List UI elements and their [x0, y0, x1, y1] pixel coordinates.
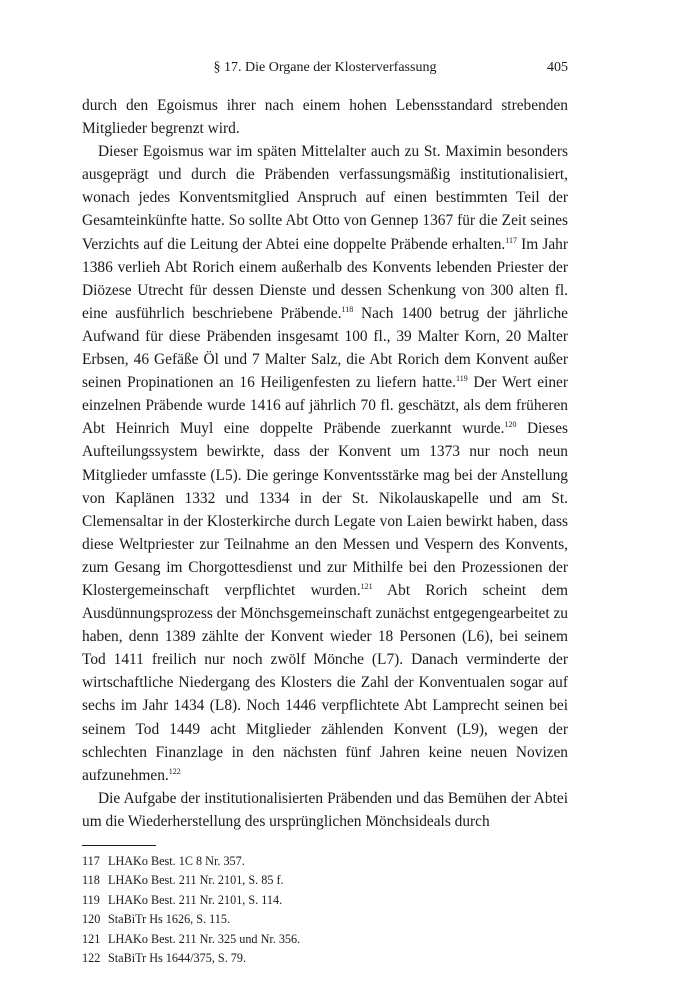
running-header	[82, 56, 568, 80]
footnote-number: 122	[82, 951, 101, 966]
footnote-number: 120	[82, 912, 101, 927]
paragraph-text: Nach 1400 betrug der jährliche Aufwand für diese Präbenden insgesamt 100 fl., 39 Malter Korn, 20 Malter Erbsen, 46 Gefäße Öl und 7 Malter Salz, die Abt Rorich dem Konvent außer seinen Propinationen an 16 Heiligenfesten zu liefern hatte.	[82, 304, 568, 392]
footnote	[82, 852, 568, 871]
paragraph-text: durch den Egoismus ihrer nach einem hohen Lebensstandard strebenden Mitglieder begrenzt wird.	[82, 97, 568, 138]
footnote-number: 119	[82, 892, 100, 907]
paragraph	[82, 94, 568, 140]
paragraph-text: Dieser Egoismus war im späten Mittelalter auch zu St. Maximin besonders ausgeprägt und durch die Präbenden verfassungsmäßig institutionalisiert, wonach jedes Konventsmitglied Anspruch auf einen bestimmten Teil der Gesamteinkünfte hatte. So sollte Abt Otto von Gennep 1367 für die Zeit seines Verzichts auf die Leitung der Abtei eine doppelte Präbende erhalten.	[82, 143, 568, 253]
footnote	[82, 949, 568, 968]
paragraph-text: Im Jahr 1386 verlieh Abt Rorich einem außerhalb des Konvents lebenden Priester der Diözese Utrecht für dessen Dienste und dessen Schenkung von 300 alten fl. eine ausführlich beschriebene Präbende.	[82, 235, 568, 322]
footnote-text: LHAKo Best. 211 Nr. 2101, S. 85 f.	[108, 873, 284, 888]
book-page	[82, 56, 568, 968]
footnote-number: 121	[82, 931, 101, 946]
footnote-reference: 117	[505, 235, 517, 245]
paragraph	[82, 140, 568, 787]
footnote-text: LHAKo Best. 1C 8 Nr. 357.	[108, 854, 245, 868]
footnote-text: LHAKo Best. 211 Nr. 2101, S. 114.	[108, 892, 283, 907]
footnote-text: LHAKo Best. 211 Nr. 325 und Nr. 356.	[108, 931, 301, 946]
body-text	[82, 94, 568, 833]
paragraph-text: Abt Rorich scheint dem Ausdünnungsprozess der Mönchsgemeinschaft zunächst entgegengearbeitet zu haben, denn 1389 zählte der Konvent wieder 18 Personen (L6), bei seinem Tod 1411 freilich nur noch zwölf Mönche (L7). Danach verminderte der wirtschaftliche Niedergang des Klosters die Zahl der Konventualen sogar auf sechs im Jahr 1434 (L8). Noch 1446 verpflichtete Abt Lamprecht seinen bei seinem Tod 1449 acht Mitglieder zählenden Konvent (L9), wegen der schlechten Finanzlage in den nächsten fünf Jahren keine neuen Novizen aufzunehmen.	[82, 581, 568, 784]
paragraph-text: Die Aufgabe der institutionalisierten Präbenden und das Bemühen der Abtei um die Wiederherstellung des ursprünglichen Mönchsideals durch	[82, 789, 568, 830]
footnote	[82, 891, 568, 910]
footnote-text: StaBiTr Hs 1626, S. 115.	[108, 912, 231, 927]
footnote-reference: 122	[168, 766, 181, 776]
paragraph-text: Der Wert einer einzelnen Präbende wurde 1416 auf jährlich 70 fl. geschätzt, als dem früheren Abt Heinrich Muyl eine doppelte Präbende zuerkannt wurde.	[82, 374, 568, 438]
paragraph	[82, 787, 568, 833]
footnote-separator	[82, 845, 156, 846]
footnote	[82, 930, 568, 949]
footnote	[82, 871, 568, 890]
footnote-number: 117	[82, 854, 100, 868]
paragraph-text: Dieses Aufteilungssystem bewirkte, dass der Konvent um 1373 nur noch neun Mitglieder umfasste (L5). Die geringe Konventsstärke mag bei der Anstellung von Kaplänen 1332 und 1334 in der St. Nikolauskapelle und am St. Clemensaltar in der Klosterkirche durch Legate von Laien bewirkt haben, dass diese Weltpriester zur Teilnahme an den Messen und Vespern des Konvents, zum Gesang im Chorgottesdienst und zur Mithilfe bei den Prozessionen der Klostergemeinschaft verpflichtet wurden.	[82, 420, 568, 599]
footnote-reference: 120	[504, 420, 517, 430]
footnote-reference: 121	[360, 581, 373, 591]
footnote-text: StaBiTr Hs 1644/375, S. 79.	[108, 951, 247, 966]
footnote	[82, 910, 568, 929]
footnote-number: 118	[82, 873, 100, 888]
page-number: 405	[547, 60, 568, 75]
section-title: § 17. Die Organe der Klosterverfassung	[213, 60, 437, 75]
footnote-reference: 118	[341, 304, 354, 314]
footnotes	[82, 852, 568, 968]
footnote-reference: 119	[455, 374, 468, 384]
